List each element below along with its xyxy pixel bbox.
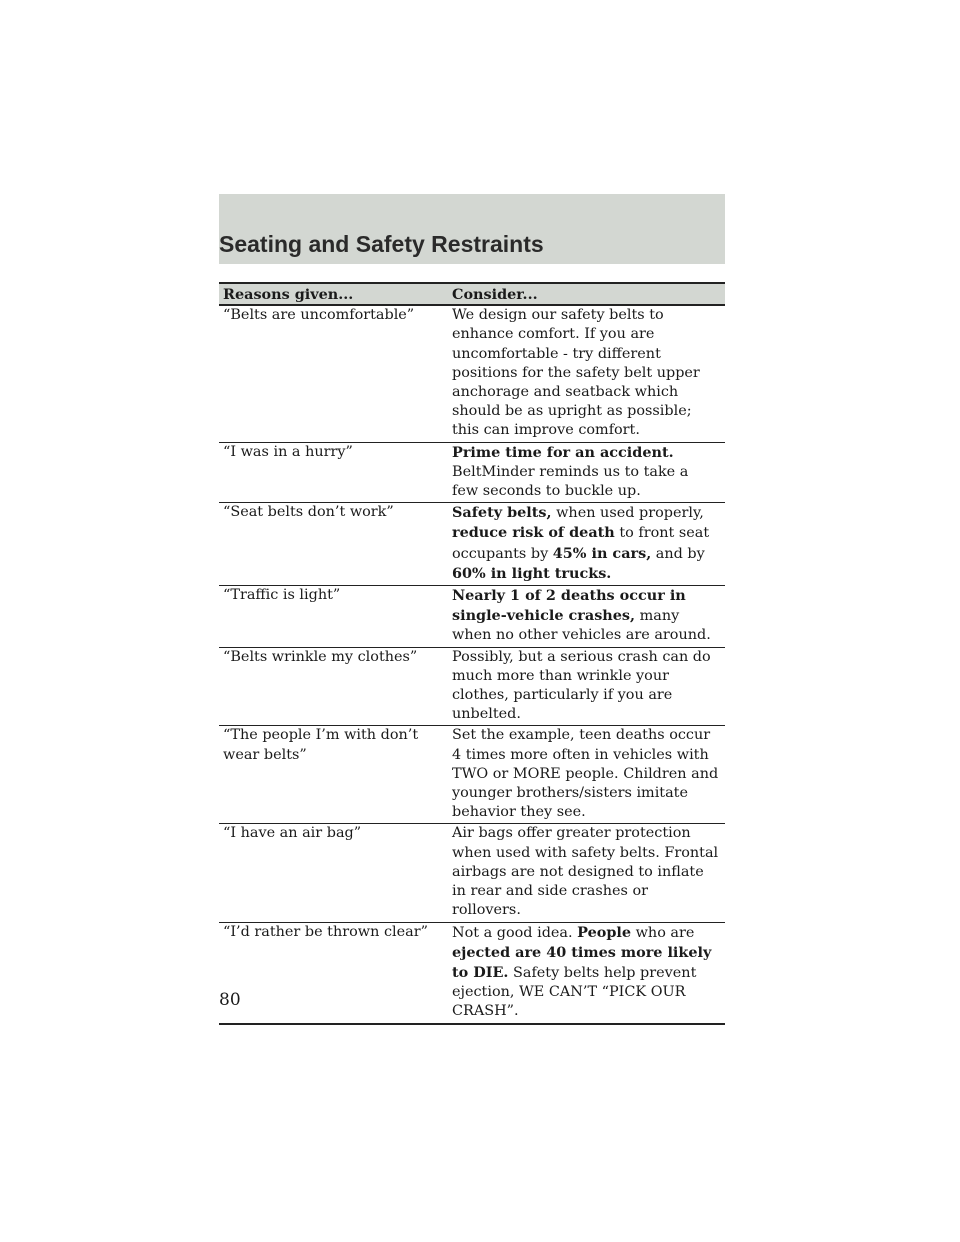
consider-text: BeltMinder reminds us to take a few seconds to buckle up. [452, 463, 689, 500]
section-title: Seating and Safety Restraints [219, 231, 544, 257]
table-row [219, 824, 725, 922]
consider-cell [448, 922, 725, 1024]
table-row [219, 647, 725, 726]
consider-cell [448, 586, 725, 648]
consider-cell [448, 442, 725, 503]
table-row [219, 503, 725, 586]
reason-cell: “Traffic is light” [219, 586, 448, 648]
table-row [219, 922, 725, 1024]
consider-emphasis: 60% in light trucks. [452, 564, 612, 582]
consider-text: Possibly, but a serious crash can do much more than wrinkle your clothes, particularly if you are unbelted. [452, 648, 711, 723]
consider-text: who are [631, 924, 695, 941]
consider-text: and by [651, 545, 705, 562]
consider-cell [448, 726, 725, 824]
consider-text: Safety belts help prevent ejection, WE CAN’T “PICK OUR CRASH”. [452, 964, 697, 1020]
consider-text: to front seat occupants by [452, 525, 710, 562]
consider-text: Not a good idea. [452, 924, 578, 941]
consider-emphasis: Nearly 1 of 2 deaths occur in single-vehicle crashes, [452, 587, 686, 625]
reason-cell: “Belts are uncomfortable” [219, 305, 448, 442]
consider-text: We design our safety belts to enhance comfort. If you are uncomfortable - try different positions for the safety belt upper anchorage and seatback which should be as upright as possible; this can improve comfort. [452, 307, 700, 439]
reason-cell: “Belts wrinkle my clothes” [219, 647, 448, 726]
table-header-row [219, 283, 725, 305]
consider-emphasis: Safety belts, [452, 504, 552, 522]
table-row [219, 442, 725, 503]
reason-cell: “The people I’m with don’t wear belts” [219, 726, 448, 824]
consider-text: when used properly, [551, 505, 704, 522]
reasons-table [219, 282, 725, 1025]
consider-cell [448, 647, 725, 726]
consider-emphasis: 45% in cars, [552, 544, 652, 562]
consider-emphasis: reduce risk of death [452, 524, 615, 542]
reason-cell: “I’d rather be thrown clear” [219, 922, 448, 1024]
column-header-consider: Consider... [448, 283, 725, 305]
consider-emphasis: ejected are 40 times more likely to DIE. [452, 943, 712, 981]
reason-cell: “I was in a hurry” [219, 442, 448, 503]
table-row [219, 586, 725, 648]
table-row [219, 305, 725, 442]
reason-cell: “I have an air bag” [219, 824, 448, 922]
consider-emphasis: Prime time for an accident. [452, 443, 674, 461]
consider-cell [448, 824, 725, 922]
table-body [219, 305, 725, 1023]
consider-cell [448, 503, 725, 586]
consider-cell [448, 305, 725, 442]
section-header [219, 194, 725, 264]
column-header-reasons: Reasons given... [219, 283, 448, 305]
consider-text: Air bags offer greater protection when used with safety belts. Frontal airbags are not designed to inflate in rear and side crashes or rollovers. [452, 825, 719, 919]
consider-text: many when no other vehicles are around. [452, 608, 711, 644]
table-row [219, 726, 725, 824]
consider-text: Set the example, teen deaths occur 4 times more often in vehicles with TWO or MORE people. Children and younger brothers/sisters imitate behavior they see. [452, 727, 719, 821]
page-number: 80 [219, 990, 241, 1010]
reason-cell: “Seat belts don’t work” [219, 503, 448, 586]
consider-emphasis: People [577, 923, 632, 941]
